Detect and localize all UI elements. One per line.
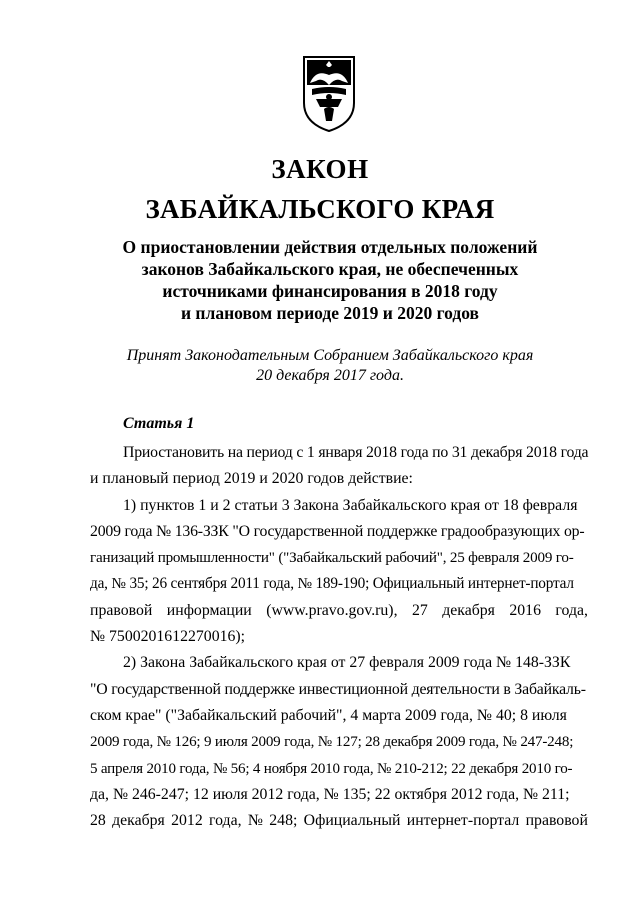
word: информации <box>166 601 252 619</box>
adoption-note <box>0 346 640 386</box>
body-line: ганизаций промышленности" ("Забайкальский рабочий", 25 февраля 2009 го- <box>90 550 574 567</box>
word: № <box>247 812 263 830</box>
body-line-justified <box>90 598 588 624</box>
word: интернет-портал <box>406 812 520 830</box>
article-heading: Статья 1 <box>123 415 195 432</box>
word: 2016 <box>509 601 541 619</box>
word: 28 <box>90 812 106 830</box>
body-line: 2009 года № 136-ЗЗК "О государственной поддержке градообразующих ор- <box>90 522 585 540</box>
adoption-date: 20 декабря 2017 года. <box>256 367 404 384</box>
word: Официальный <box>303 812 401 830</box>
subtitle-line: и плановом периоде 2019 и 2020 годов <box>180 303 480 323</box>
law-title: ЗАКОН <box>271 154 369 184</box>
body-line: 2) Закона Забайкальского края от 27 февраля 2009 года № 148-ЗЗК <box>123 654 571 672</box>
subtitle-line: законов Забайкальского края, не обеспеченных <box>141 259 519 279</box>
body-line-justified <box>90 808 588 834</box>
word: правовой <box>525 812 588 830</box>
body-line: да, № 35; 26 сентября 2011 года, № 189-190; Официальный интернет-портал <box>90 575 574 593</box>
body-line: 5 апреля 2010 года, № 56; 4 ноября 2010 года, № 210-212; 22 декабря 2010 го- <box>90 760 573 777</box>
adoption-line: Принят Законодательным Собранием Забайкальского края <box>126 347 534 364</box>
coat-of-arms-emblem <box>302 55 356 133</box>
body-line: 1) пунктов 1 и 2 статьи 3 Закона Забайкальского края от 18 февраля <box>123 496 578 514</box>
law-region-title: ЗАБАЙКАЛЬСКОГО КРАЯ <box>145 194 495 224</box>
word: правовой <box>90 601 153 619</box>
word: 2012 <box>171 812 203 830</box>
body-line: № 7500201612270016); <box>90 628 246 646</box>
body-line: да, № 246-247; 12 июля 2012 года, № 135; 22 октября 2012 года, № 211; <box>90 785 570 803</box>
body-line: и плановый период 2019 и 2020 годов действие: <box>90 470 413 488</box>
law-subtitle <box>0 236 640 324</box>
word: года, <box>209 812 242 830</box>
subtitle-line: источниками финансирования в 2018 году <box>162 281 498 301</box>
word: декабря <box>112 812 165 830</box>
body-line: ском крае" ("Забайкальский рабочий", 4 марта 2009 года, № 40; 8 июля <box>90 706 567 724</box>
word: 248; <box>269 812 298 830</box>
body-line: Приостановить на период с 1 января 2018 года по 31 декабря 2018 года <box>123 444 589 461</box>
word: года, <box>555 601 588 619</box>
subtitle-line: О приостановлении действия отдельных положений <box>122 237 538 257</box>
body-line: 2009 года, № 126; 9 июля 2009 года, № 127; 28 декабря 2009 года, № 247-248; <box>90 734 574 751</box>
word: декабря <box>442 601 495 619</box>
word: 27 <box>411 601 428 619</box>
body-line: "О государственной поддержке инвестиционной деятельности в Забайкаль- <box>90 680 586 698</box>
article-body <box>90 440 588 834</box>
word: (www.pravo.gov.ru), <box>266 601 398 619</box>
